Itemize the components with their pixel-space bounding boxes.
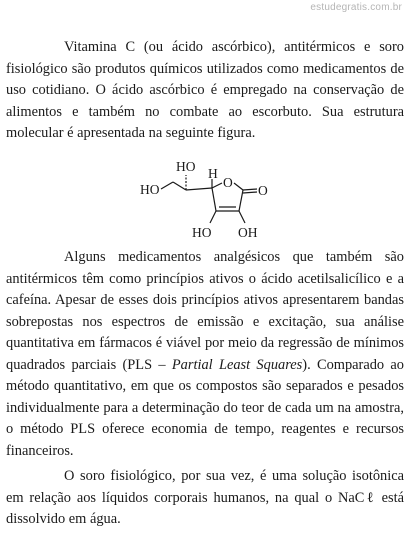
atom-label-h: H bbox=[208, 166, 218, 181]
pls-italic-term: Partial Least Squares bbox=[171, 356, 303, 373]
atom-label-carbonyl-o: O bbox=[258, 183, 268, 198]
atom-label-top-ho: HO bbox=[176, 159, 196, 174]
analgesics-paragraph bbox=[6, 247, 404, 462]
analgesics-paragraph-block bbox=[6, 247, 404, 462]
ascorbic-acid-structure bbox=[130, 153, 290, 243]
analgesics-text-part-2: ). Comparado ao método quantitativo, em que os compostos são separados e pesados individualmente para a determinação do teor de cada um na amostra, o método PLS oferece economia de tempo, reagentes e recursos financeiros. bbox=[6, 356, 404, 459]
atom-label-bottom-left-ho: HO bbox=[192, 225, 212, 240]
intro-paragraph: Vitamina C (ou ácido ascórbico), antitérmicos e soro fisiológico são produtos químicos utilizados como medicamentos de uso cotidiano. O ácido ascórbico é empregado na conservação de alimentos e também no combate ao escorbuto. Sua estrutura molecular é apresentada na seguinte figura. bbox=[6, 39, 404, 141]
atom-label-ring-o: O bbox=[223, 175, 233, 190]
watermark: estudegratis.com.br bbox=[310, 2, 402, 13]
analgesics-text-part-1: Alguns medicamentos analgésicos que também são antitérmicos têm como princípios ativos o ácido acetilsalicílico e a cafeína. Apesar de esses dois princípios ativos apresentarem bandas sobrepostas nos espectros de emissão e excitação, sua análise quantitativa em fármacos é viável por meio da regressão de mínimos quadrados parciais (PLS – bbox=[6, 249, 404, 373]
atom-label-left-ho: HO bbox=[140, 182, 160, 197]
intro-paragraph-block bbox=[6, 37, 404, 145]
molecule-svg bbox=[130, 153, 290, 243]
atom-label-bottom-right-oh: OH bbox=[238, 225, 258, 240]
saline-paragraph-block bbox=[6, 466, 404, 531]
saline-paragraph: O soro fisiológico, por sua vez, é uma solução isotônica em relação aos líquidos corporais humanos, na qual o NaCℓ está dissolvido em água. bbox=[6, 468, 404, 527]
